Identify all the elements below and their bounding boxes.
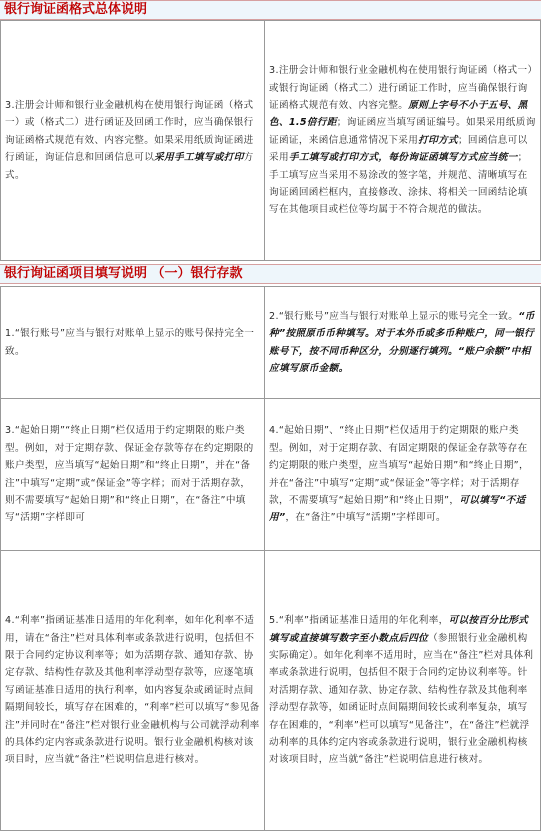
deposit-notes-table <box>0 286 541 831</box>
cell-text: 2.“银行账号”应当与银行对账单上显示的账号完全一致。 <box>269 310 519 322</box>
cell-text: ；手工填写应当采用不易涂改的签字笔，并规范、清晰填写在询证函回函栏框内，直接修改、涂抹、将相关一回函结论填写在其他项目或栏位等均属于不符合规范的做法。 <box>269 152 528 216</box>
cell-text: 4.“利率”指函证基准日适用的年化利率，如年化利率不适用，请在“备注”栏对具体利率或条款进行说明，包括但不限于合同约定协议利率等；如为活期存款、通知存款、协定存款、结构性存款及其他利率浮动型存款等，应逐笔填写函证基准日适用的执行利率，如内容复杂或函证时点间隔期间较长，填写存在困难的，“利率”栏可以填写“参见备注”并同时在“备注”栏对银行业金融机构与公司就浮动利率的具体约定内容或条款进行说明。银行业金融机构核对该项目时，应当就“备注”栏说明信息进行核对。 <box>5 615 260 766</box>
new-format-cell <box>265 287 541 399</box>
old-format-cell <box>1 21 265 261</box>
table-row <box>1 287 541 399</box>
cell-text: ，在“备注”中填写“活期”字样即可。 <box>285 512 446 524</box>
cell-text: 5.“利率”指函证基准日适用的年化利率， <box>269 615 449 627</box>
new-format-cell <box>265 21 541 261</box>
old-format-cell <box>1 551 265 831</box>
old-format-cell <box>1 287 265 399</box>
cell-text: 3.注册会计师和银行业金融机构在使用银行询证函（格式一）或（格式二）进行函证及回函工作时，应当确保银行询证函格式规范有效、内容完整。如果采用纸质询证函进行函证，询证信息和回函信息可以 <box>5 99 254 164</box>
general-notes-table <box>0 20 541 261</box>
table-row <box>1 21 541 261</box>
emphasis-text: 可以按百分比形式填写或直接填写数字至小数点后四位 <box>269 615 529 644</box>
cell-text: 4.“起始日期”、“终止日期”栏仅适用于约定期限的账户类型。例如，对于定期存款、有固定期限的保证金存款等存在约定期限的账户类型，应当填写“起始日期”和“终止日期”，并在“备注”中填写“定期”或“保证金”等字样；对于活期存款，不需要填写“起始日期”和“终止日期”， <box>269 425 529 506</box>
cell-text: 1.“银行账号”应当与银行对账单上显示的账号保持完全一致。 <box>5 328 255 357</box>
emphasis-text: “币种”按照原币币种填写。对于本外币或多币种账户，同一银行账号下，按不同币种区分，分别逐行填列。“账户余额”中相应填写原币金额。 <box>269 310 535 374</box>
section-title-deposits: 银行询证函项目填写说明 （一）银行存款 <box>0 264 541 284</box>
table-row <box>1 551 541 831</box>
emphasis-text: 采用手工填写或打印 <box>154 152 244 164</box>
emphasis-text: 打印方式 <box>418 134 458 146</box>
emphasis-text: 可以填写“不适用” <box>269 494 526 524</box>
cell-text: 3.“起始日期”“终止日期”栏仅适用于约定期限的账户类型。例如，对于定期存款、保证金存款等存在约定期限的账户类型，应当填写“起始日期”和“终止日期”，并在“备注”中填写“定期”或“保证金”等字样；而对于活期存款，则不需要填写“起始日期”和“终止日期”，在“备注”中填写“活期”字样即可 <box>5 425 254 524</box>
cell-text: （参照银行业金融机构实际确定）。如年化利率不适用时，应当在“备注”栏对具体利率或条款进行说明，包括但不限于合同约定协议利率等。针对活期存款、通知存款、协定存款、结构性存款及其他利率浮动型存款等，如函证时点间隔期间较长或利率复杂，填写存在困难的，“利率”栏可以填写“见备注”，在“备注”栏就浮动利率的具体约定内容或条款进行说明，银行业金融机构核对该项目时，应当就“备注”栏说明信息进行核对。 <box>269 632 534 766</box>
section-title-general: 银行询证函格式总体说明 <box>0 0 541 20</box>
cell-text: ；询证函应当填写函证编号。如果采用纸质询证函证，来函信息通常情况下采用 <box>269 117 536 146</box>
old-format-cell <box>1 399 265 551</box>
new-format-cell <box>265 551 541 831</box>
cell-text: 方式。 <box>5 152 254 181</box>
cell-text: ；回函信息可以采用 <box>269 134 528 164</box>
emphasis-text: 手工填写或打印方式，每份询证函填写方式应当统一 <box>288 152 518 164</box>
new-format-cell <box>265 399 541 551</box>
emphasis-text: 原则上字号不小于五号、黑色、1.5倍行距 <box>269 99 528 129</box>
table-row <box>1 399 541 551</box>
cell-text: 3.注册会计师和银行业金融机构在使用银行询证函（格式一）或银行询证函（格式二）进行函证工作时，应当确保银行询证函格式规范有效、内容完整。 <box>269 65 533 111</box>
